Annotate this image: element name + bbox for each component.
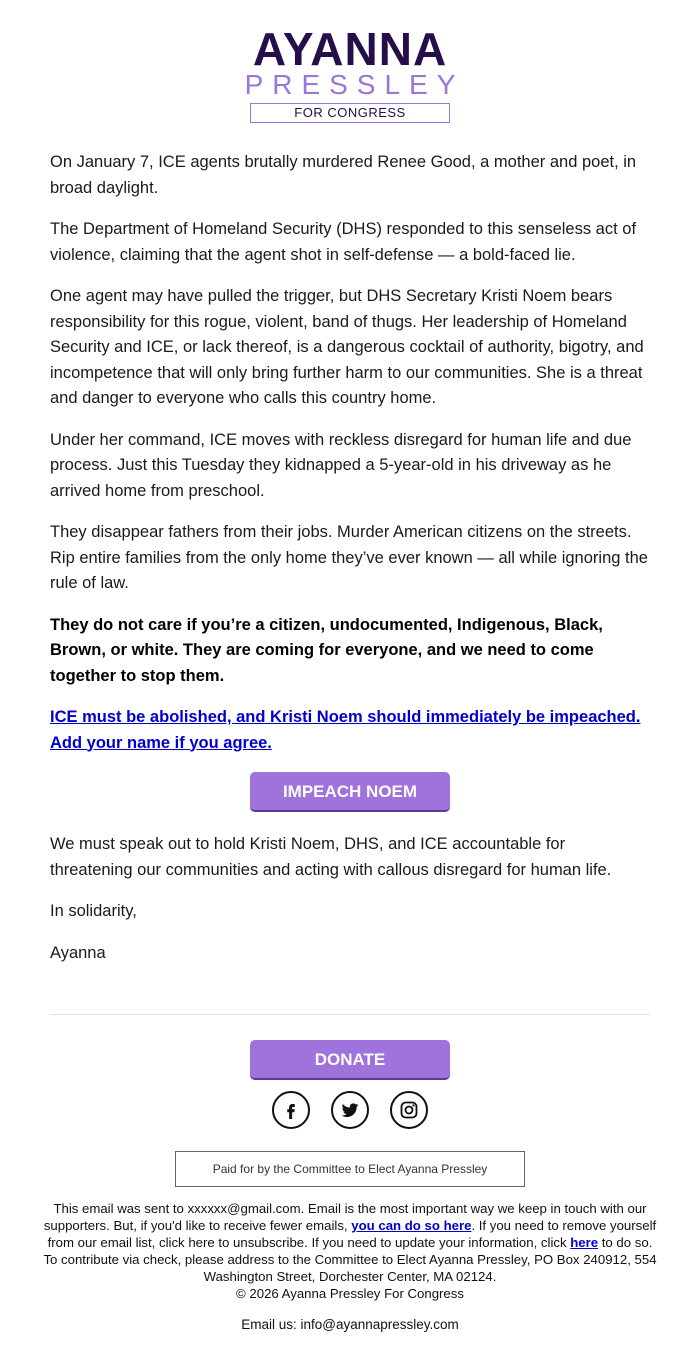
instagram-icon[interactable]	[390, 1091, 428, 1129]
footer-text	[40, 1200, 660, 1302]
social-links	[272, 1091, 428, 1129]
signature: Ayanna	[50, 943, 106, 962]
donate-button[interactable]: DONATE	[250, 1040, 450, 1080]
impeach-noem-button[interactable]: IMPEACH NOEM	[250, 772, 450, 812]
paragraph-5: They disappear fathers from their jobs. Murder American citizens on the streets. Rip entire families from the only home they’ve ever known — all while ignoring the rule of law.	[50, 523, 648, 592]
paragraph-bold: They do not care if you’re a citizen, undocumented, Indigenous, Black, Brown, or white. They are coming for everyone, and we need to come together to stop them.	[50, 615, 603, 685]
email-us: Email us: info@ayannapressley.com	[241, 1317, 459, 1332]
logo-tagline: FOR CONGRESS	[250, 103, 450, 123]
logo-name: AYANNA	[252, 23, 448, 75]
footer-text-2: . If you need to remove yourself from our email list, click here to unsubscribe. If you need to update your information, click	[47, 1218, 657, 1250]
paid-for-disclaimer: Paid for by the Committee to Elect Ayanna Pressley	[175, 1151, 525, 1187]
petition-link[interactable]: ICE must be abolished, and Kristi Noem should immediately be impeached. Add your name if you agree.	[50, 708, 641, 752]
footer-text-3: to do so. To contribute via check, please address to the Committee to Elect Ayanna Pressley, PO Box 240912, 554 Washington Street, Dorchester Center, MA 02124.	[43, 1235, 657, 1284]
paragraph-4: Under her command, ICE moves with reckless disregard for human life and due process. Just this Tuesday they kidnapped a 5-year-old in his driveway as he arrived home from preschool.	[50, 430, 632, 500]
footer-text-1: This email was sent to xxxxxx@gmail.com. Email is the most important way we keep in touch with our supporters. But, if you'd like to receive fewer emails,	[43, 1201, 647, 1233]
paragraph-1: On January 7, ICE agents brutally murdered Renee Good, a mother and poet, in broad daylight.	[50, 153, 637, 197]
cta-paragraph	[50, 705, 650, 756]
closing: In solidarity,	[50, 902, 137, 920]
email-body	[50, 150, 650, 982]
divider	[50, 1014, 650, 1015]
paragraph-7: We must speak out to hold Kristi Noem, DHS, and ICE accountable for threatening our communities and acting with callous disregard for human life.	[50, 835, 612, 879]
fewer-emails-link[interactable]: you can do so here	[351, 1218, 472, 1233]
copyright: © 2026 Ayanna Pressley For Congress	[236, 1286, 464, 1301]
impeach-button-wrap	[50, 772, 650, 812]
logo-surname: PRESSLEY	[244, 69, 465, 100]
twitter-icon[interactable]	[331, 1091, 369, 1129]
paragraph-3: One agent may have pulled the trigger, but DHS Secretary Kristi Noem bears responsibility for this rogue, violent, band of thugs. Her leadership of Homeland Security and ICE, or lack thereof, is a dangerous cocktail of authority, bigotry, and incompetence that will only bring further harm to our communities. She is a threat and danger to everyone who calls this country home.	[50, 287, 644, 407]
paragraph-2: The Department of Homeland Security (DHS) responded to this senseless act of violence, claiming that the agent shot in self-defense — a bold-faced lie.	[50, 220, 637, 264]
donate-button-wrap	[250, 1040, 450, 1080]
campaign-logo	[240, 23, 465, 123]
facebook-icon[interactable]	[272, 1091, 310, 1129]
update-info-link[interactable]: here	[570, 1235, 599, 1250]
